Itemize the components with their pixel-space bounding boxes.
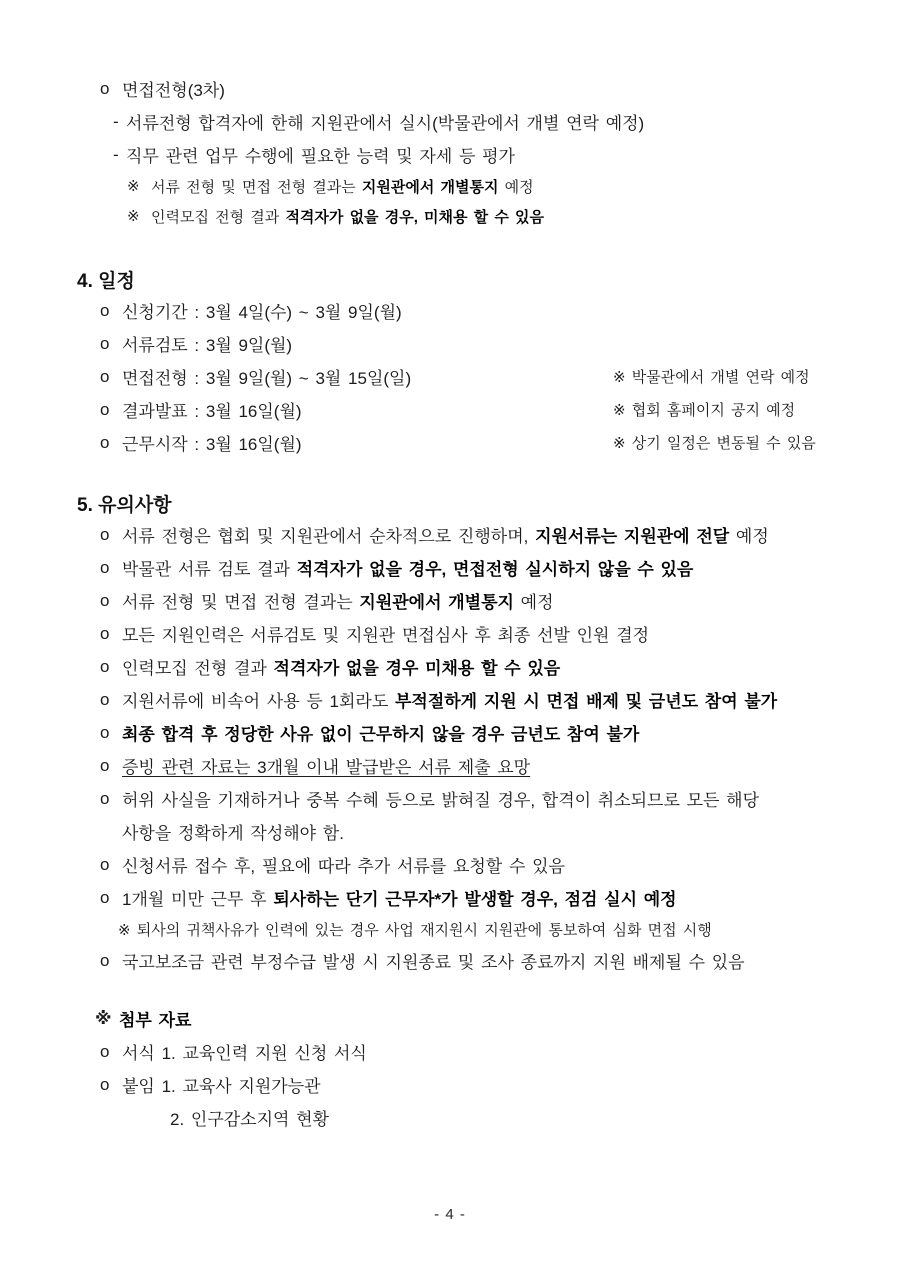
note-bold: 적격자가 없을 경우, 미채용 할 수 있음	[285, 208, 544, 226]
schedule-label: 면접전형 :	[122, 369, 206, 388]
circle-bullet: o	[100, 887, 110, 907]
section-heading: 4. 일정	[77, 270, 135, 292]
notice-bold: 퇴사하는 단기 근무자*가 발생할 경우, 점검 실시 예정	[273, 890, 677, 909]
page-number: - 4 -	[434, 1206, 466, 1223]
circle-bullet: o	[100, 524, 110, 544]
notice-normal: 모든 지원인력은 서류검토 및 지원관 면접심사 후 최종 선발 인원 결정	[122, 626, 650, 645]
note-normal: 예정	[498, 178, 534, 196]
attachment-text: 서식 1. 교육인력 지원 신청 서식	[122, 1044, 367, 1063]
note-text: ※ 퇴사의 귀책사유가 인력에 있는 경우 사업 재지원시 지원관에 통보하여 심화 면접 시행	[118, 921, 712, 939]
schedule-text	[122, 364, 411, 389]
circle-bullet: o	[100, 950, 110, 970]
notice-text	[122, 654, 560, 679]
notice-normal: 인력모집 전형 결과	[122, 659, 274, 678]
note-text	[151, 176, 534, 197]
schedule-side-note: ※ 협회 홈페이지 공지 예정	[613, 402, 796, 419]
notice-item	[0, 716, 900, 749]
reference-note	[0, 201, 900, 231]
schedule-value: 3월 4일(수) ~ 3월 9일(월)	[205, 303, 402, 322]
notice-text: 허위 사실을 기재하거나 중복 수혜 등으로 밝혀질 경우, 합격이 취소되므로 모든 해당	[122, 791, 760, 810]
schedule-label: 결과발표 :	[122, 402, 206, 421]
circle-bullet: o	[100, 399, 110, 419]
note-bold: 지원관에서 개별통지	[361, 178, 499, 196]
reference-mark: ※	[127, 208, 140, 225]
list-item	[0, 72, 900, 105]
circle-bullet: o	[100, 1074, 110, 1094]
notice-item	[0, 551, 900, 584]
attachments-heading-row	[0, 1002, 900, 1035]
schedule-label: 서류검토 :	[122, 336, 206, 355]
notice-normal: 서류 전형 및 면접 전형 결과는	[122, 593, 360, 612]
notice-normal: 예정	[513, 593, 554, 612]
notice-text	[122, 687, 777, 712]
notice-bold: 부적절하게 지원 시 면접 배제 및 금년도 참여 불가	[394, 692, 778, 711]
notice-item	[0, 848, 900, 881]
schedule-row	[0, 294, 900, 327]
attachment-text: 붙임 1. 교육사 지원가능관	[122, 1077, 321, 1096]
notice-section	[0, 488, 900, 977]
note-text	[151, 206, 544, 227]
schedule-value: 3월 16일(월)	[205, 435, 302, 454]
note-normal: 서류 전형 및 면접 전형 결과는	[151, 178, 362, 196]
notice-item	[0, 944, 900, 977]
schedule-text	[122, 430, 302, 455]
attachments-heading: 첨부 자료	[119, 1011, 192, 1030]
notice-text: 사항을 정확하게 작성해야 함.	[122, 824, 344, 843]
circle-bullet: o	[100, 557, 110, 577]
circle-bullet: o	[100, 623, 110, 643]
circle-bullet: o	[100, 788, 110, 808]
note-normal: 인력모집 전형 결과	[151, 208, 286, 226]
notice-text: 국고보조금 관련 부정수급 발생 시 지원종료 및 조사 종료까지 지원 배제될 수 있음	[122, 953, 745, 972]
list-item	[0, 138, 900, 171]
reference-mark: ※	[127, 178, 140, 195]
notice-normal: 예정	[729, 527, 769, 546]
notice-normal: 박물관 서류 검토 결과	[122, 560, 297, 579]
notice-bold: 최종 합격 후 정당한 사유 없이 근무하지 않을 경우 금년도 참여 불가	[122, 725, 640, 744]
schedule-side-note: ※ 박물관에서 개별 연락 예정	[613, 369, 810, 386]
schedule-section	[0, 264, 900, 459]
schedule-value: 3월 9일(월) ~ 3월 15일(일)	[205, 369, 412, 388]
interview-detail: 직무 관련 업무 수행에 필요한 능력 및 자세 등 평가	[126, 147, 515, 166]
schedule-row	[0, 426, 900, 459]
notice-text	[122, 885, 677, 910]
schedule-text	[122, 298, 402, 323]
reference-mark: ※	[95, 1008, 112, 1028]
notice-bold: 적격자가 없을 경우, 면접전형 실시하지 않을 수 있음	[296, 560, 694, 579]
notice-bold: 지원관에서 개별통지	[359, 593, 514, 612]
notice-bold: 지원서류는 지원관에 전달	[535, 527, 730, 546]
schedule-label: 근무시작 :	[122, 435, 206, 454]
notice-normal: 1개월 미만 근무 후	[122, 890, 274, 909]
schedule-row	[0, 327, 900, 360]
schedule-label: 신청기간 :	[122, 303, 206, 322]
notice-item	[0, 518, 900, 551]
circle-bullet: o	[100, 755, 110, 775]
notice-text	[122, 588, 554, 613]
schedule-text	[122, 331, 292, 356]
notice-item	[0, 617, 900, 650]
attachment-item	[0, 1035, 900, 1068]
notice-item	[0, 782, 900, 815]
schedule-side-note: ※ 상기 일정은 변동될 수 있음	[613, 435, 816, 452]
section-heading: 5. 유의사항	[77, 494, 172, 516]
notice-item	[0, 584, 900, 617]
interview-section	[0, 72, 900, 231]
circle-bullet: o	[100, 722, 110, 742]
notice-normal: 서류 전형은 협회 및 지원관에서 순차적으로 진행하며,	[122, 527, 536, 546]
schedule-text	[122, 397, 302, 422]
circle-bullet: o	[100, 300, 110, 320]
schedule-row	[0, 393, 900, 426]
circle-bullet: o	[100, 366, 110, 386]
attachment-item	[0, 1068, 900, 1101]
circle-bullet: o	[100, 854, 110, 874]
schedule-value: 3월 9일(월)	[205, 336, 293, 355]
notice-text	[122, 522, 769, 547]
schedule-value: 3월 16일(월)	[205, 402, 302, 421]
circle-bullet: o	[100, 689, 110, 709]
notice-text	[122, 555, 693, 580]
attachments-section	[0, 1002, 900, 1134]
schedule-row	[0, 360, 900, 393]
reference-note	[0, 914, 900, 944]
notice-normal: 지원서류에 비속어 사용 등 1회라도	[122, 692, 395, 711]
circle-bullet: o	[100, 432, 110, 452]
circle-bullet: o	[100, 333, 110, 353]
notice-item	[0, 650, 900, 683]
circle-bullet: o	[100, 1041, 110, 1061]
attachment-text: 2. 인구감소지역 현황	[170, 1110, 329, 1129]
interview-detail: 서류전형 합격자에 한해 지원관에서 실시(박물관에서 개별 연락 예정)	[126, 114, 645, 133]
notice-item-continuation	[0, 815, 900, 848]
list-item	[0, 105, 900, 138]
notice-item	[0, 881, 900, 914]
reference-note	[0, 171, 900, 201]
interview-title: 면접전형(3차)	[122, 81, 225, 100]
notice-item	[0, 683, 900, 716]
dash-bullet: -	[113, 144, 119, 164]
attachment-item	[0, 1101, 900, 1134]
circle-bullet: o	[100, 78, 110, 98]
notice-text	[122, 720, 639, 745]
notice-bold: 적격자가 없을 경우 미채용 할 수 있음	[273, 659, 561, 678]
notice-underlined: 증빙 관련 자료는 3개월 이내 발급받은 서류 제출 요망	[122, 758, 531, 777]
notice-item	[0, 749, 900, 782]
dash-bullet: -	[113, 111, 119, 131]
circle-bullet: o	[100, 590, 110, 610]
circle-bullet: o	[100, 656, 110, 676]
notice-text: 신청서류 접수 후, 필요에 따라 추가 서류를 요청할 수 있음	[122, 857, 565, 876]
notice-text	[122, 621, 649, 646]
